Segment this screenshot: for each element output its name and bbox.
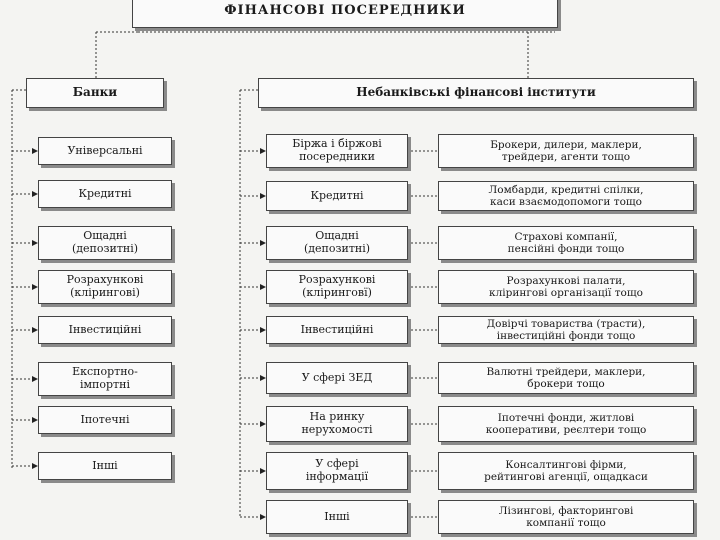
bank-item: Інвестиційні xyxy=(38,316,172,344)
nonbank-item-description: Брокери, дилери, маклери, трейдери, агенти тощо xyxy=(438,134,694,168)
nonbank-item-description: Довірчі товариства (трасти), інвестиційні фонди тощо xyxy=(438,316,694,344)
bank-item: Кредитні xyxy=(38,180,172,208)
banks-heading: Банки xyxy=(26,78,164,108)
nonbank-item: Біржа і біржові посередники xyxy=(266,134,408,168)
nonbank-item: Інші xyxy=(266,500,408,534)
bank-item: Універсальні xyxy=(38,137,172,165)
nonbank-item: У сфері інформації xyxy=(266,452,408,490)
nonbank-item: Розрахункові (кліринговї) xyxy=(266,270,408,304)
nonbank-item: У сфері ЗЕД xyxy=(266,362,408,394)
bank-item: Іпотечні xyxy=(38,406,172,434)
nonbank-item-description: Ломбарди, кредитні спілки, каси взаємодопомоги тощо xyxy=(438,181,694,211)
nonbank-item-description: Іпотечні фонди, житлові кооперативи, реєлтери тощо xyxy=(438,406,694,442)
nonbank-item-description: Консалтингові фірми, рейтингові агенції, ощадкаси xyxy=(438,452,694,490)
nonbank-item: Кредитні xyxy=(266,181,408,211)
bank-item: Експортно- імпортні xyxy=(38,362,172,396)
nonbank-item-description: Валютні трейдери, маклери, брокери тощо xyxy=(438,362,694,394)
bank-item: Інші xyxy=(38,452,172,480)
bank-item: Розрахункові (клірингові) xyxy=(38,270,172,304)
bank-item: Ощадні (депозитні) xyxy=(38,226,172,260)
page-title: ФІНАНСОВІ ПОСЕРЕДНИКИ xyxy=(132,0,558,28)
nonbank-item: На ринку нерухомості xyxy=(266,406,408,442)
nonbank-item-description: Лізингові, факторингові компанії тощо xyxy=(438,500,694,534)
nonbank-item-description: Розрахункові палати, клірингові організації тощо xyxy=(438,270,694,304)
nonbank-item: Інвестиційні xyxy=(266,316,408,344)
nonbank-item-description: Страхові компанії, пенсійні фонди тощо xyxy=(438,226,694,260)
nonbank-heading: Небанківські фінансові інститути xyxy=(258,78,694,108)
nonbank-item: Ощадні (депозитні) xyxy=(266,226,408,260)
